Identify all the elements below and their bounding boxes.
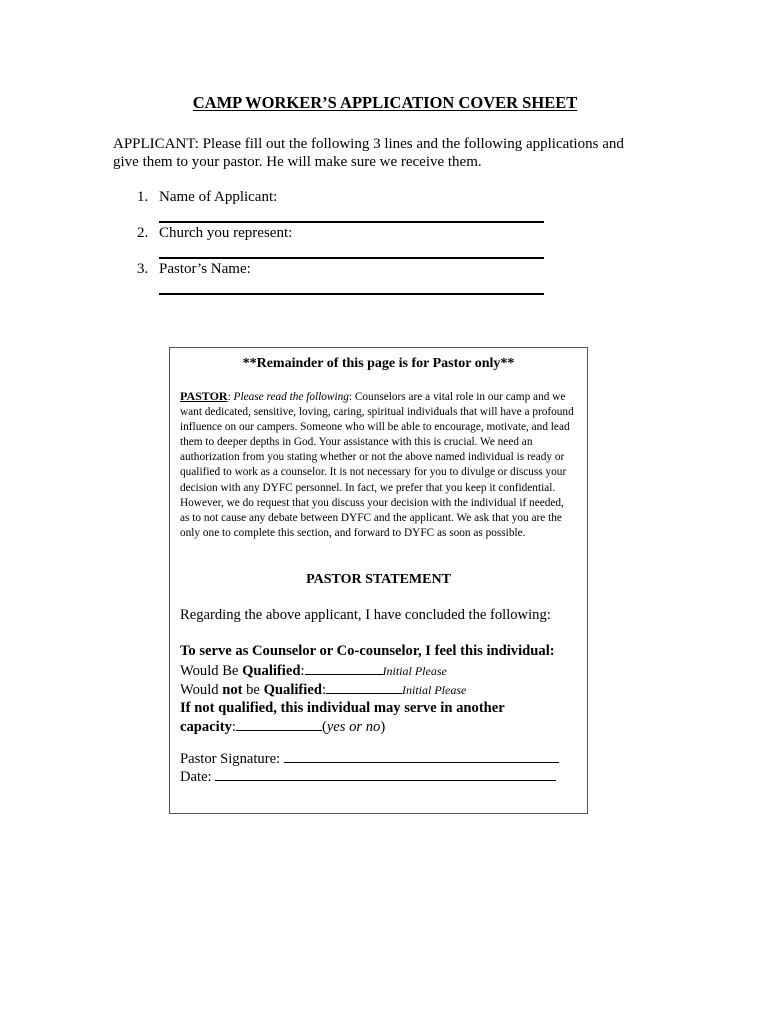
yes-or-no: yes or no — [326, 719, 381, 735]
pastor-label-colon: : — [227, 391, 231, 403]
capacity-blank[interactable] — [236, 717, 322, 731]
field-number: 2. — [137, 225, 149, 241]
qualified-row — [180, 661, 580, 681]
field-number: 1. — [137, 189, 149, 205]
name-of-applicant-line[interactable] — [159, 221, 544, 223]
qualified-prefix: Would Be — [180, 662, 243, 679]
pastor-only-heading: **Remainder of this page is for Pastor only** — [242, 356, 515, 371]
not-qualified-word: Qualified — [263, 682, 322, 698]
field-name-of-applicant — [137, 189, 277, 206]
capacity-word: capacity — [180, 719, 232, 735]
not-qualified-row — [180, 680, 580, 700]
signature-line[interactable] — [284, 750, 559, 763]
pastor-statement-heading: PASTOR STATEMENT — [306, 572, 451, 587]
pastor-only-box — [169, 347, 588, 814]
pastor-body: : Counselors are a vital role in our camp and we want dedicated, sensitive, loving, caring, spiritual individuals that will have a profound influence on our campers. Someone who will be able to encourage, motivate, and lead them to deeper depths in God. Your assistance with this is crucial. We need an authorization from you stating whether or not the above named individual is ready or qualified to work as a counselor. It is not necessary for you to divulge or discuss your decision with any DYFC personnel. In fact, we prefer that you keep it confidential. However, we do request that you discuss your decision with the individual if needed, as to not cause any debate between DYFC and the applicant. We ask that you are the only one to complete this section, and forward to DYFC as soon as possible. — [180, 391, 574, 539]
other-capacity-line-1: If not qualified, this individual may serve in another — [180, 699, 505, 716]
date-row — [180, 768, 580, 786]
not-qualified-initial-please: Initial Please — [402, 683, 467, 697]
qualified-initial-please: Initial Please — [382, 663, 447, 678]
not-qualified-initial-blank[interactable] — [326, 680, 402, 694]
not-qualified-colon: : — [321, 682, 327, 698]
qualified-colon: : — [300, 662, 305, 679]
date-label: Date: — [180, 769, 216, 785]
field-pastor-name — [137, 261, 251, 278]
date-line[interactable] — [215, 768, 556, 781]
field-label: Name of Applicant: — [159, 189, 278, 205]
field-church — [137, 225, 292, 242]
field-label: Church you represent: — [159, 225, 293, 241]
field-label: Pastor’s Name: — [159, 261, 251, 277]
capacity-colon: : — [231, 719, 236, 735]
field-number: 3. — [137, 261, 149, 277]
pastor-name-line[interactable] — [159, 293, 544, 295]
pastor-instruction: Please read the following — [230, 391, 349, 403]
serve-heading: To serve as Counselor or Co-counselor, I feel this individual: — [180, 643, 555, 659]
church-line[interactable] — [159, 257, 544, 259]
regarding-text: Regarding the above applicant, I have concluded the following: — [180, 607, 551, 623]
not-word: not — [222, 682, 243, 698]
qualification-section — [180, 643, 580, 737]
pastor-label: PASTOR — [180, 389, 228, 403]
qualified-initial-blank[interactable] — [305, 661, 383, 675]
signature-label: Pastor Signature: — [180, 751, 284, 767]
qualified-word: Qualified — [242, 662, 301, 679]
paren-open: ( — [321, 719, 327, 735]
be-text: be — [242, 682, 264, 698]
applicant-instructions: APPLICANT: Please fill out the following 3 lines and the following applications and give them to your pastor. He will make sure we receive them. — [113, 136, 624, 170]
page-title: CAMP WORKER’S APPLICATION COVER SHEET — [192, 93, 578, 112]
signature-section — [180, 750, 580, 786]
pastor-instructions — [180, 389, 576, 541]
paren-close: ) — [380, 719, 386, 735]
other-capacity-row — [180, 717, 580, 737]
signature-row — [180, 750, 580, 768]
not-prefix: Would — [180, 682, 223, 698]
